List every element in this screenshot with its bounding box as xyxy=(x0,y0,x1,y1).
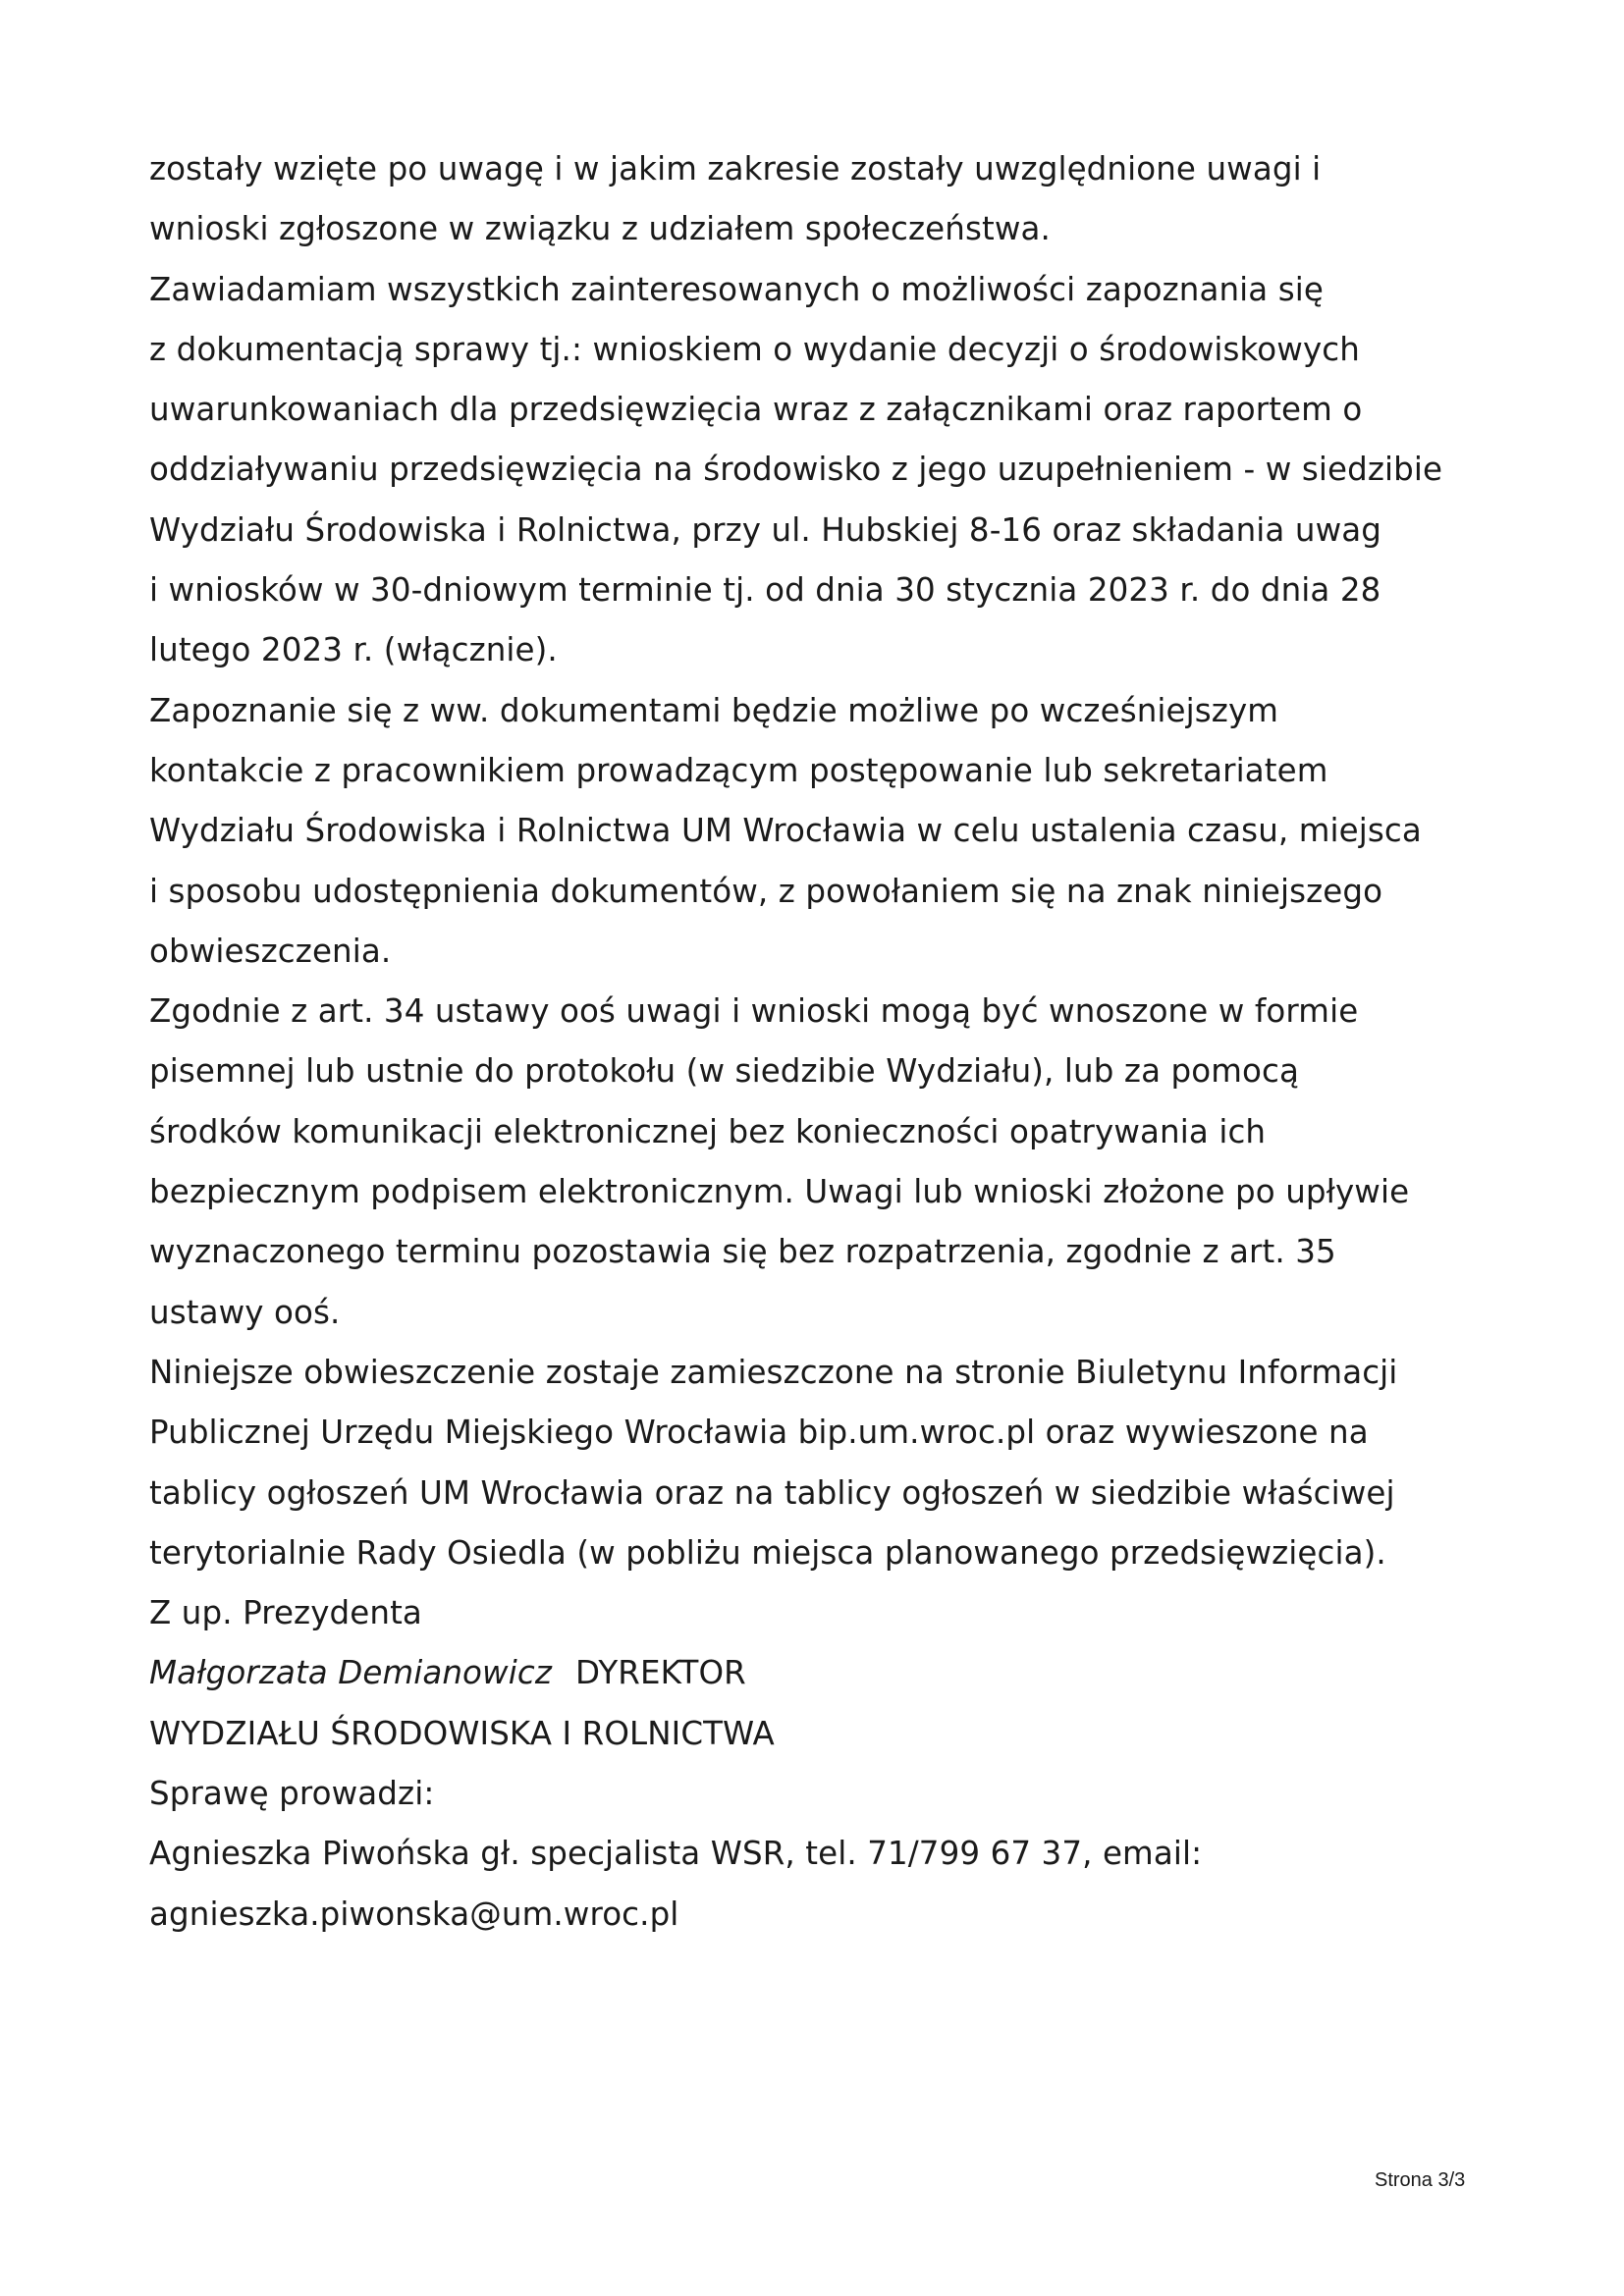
text-line: tablicy ogłoszeń UM Wrocławia oraz na tablicy ogłoszeń w siedzibie właściwej xyxy=(149,1473,1395,1512)
text-line: pisemnej lub ustnie do protokołu (w siedzibie Wydziału), lub za pomocą xyxy=(149,1052,1299,1091)
signature-title: DYREKTOR xyxy=(574,1654,746,1692)
text-line: zostały wzięte po uwagę i w jakim zakresie zostały uwzględnione uwagi i xyxy=(149,150,1322,187)
text-line: Wydziału Środowiska i Rolnictwa, przy ul. Hubskiej 8-16 oraz składania uwag xyxy=(149,510,1382,549)
text-line: środków komunikacji elektronicznej bez konieczności opatrywania ich xyxy=(149,1112,1267,1150)
text-line: Zgodnie z art. 34 ustawy ooś uwagi i wnioski mogą być wnoszone w formie xyxy=(149,992,1359,1031)
text-line: wyznaczonego terminu pozostawia się bez rozpatrzenia, zgodnie z art. 35 xyxy=(149,1233,1336,1271)
text-line: lutego 2023 r. (włącznie). xyxy=(149,631,558,669)
signature-department: WYDZIAŁU ŚRODOWISKA I ROLNICTWA xyxy=(149,1714,775,1752)
text-line: oddziaływaniu przedsięwzięcia na środowisko z jego uzupełnieniem - w siedzibie xyxy=(149,451,1443,489)
page-number: Strona 3/3 xyxy=(1375,2169,1466,2191)
notice-body xyxy=(149,145,1504,1950)
signature-name-title xyxy=(149,1649,1504,1709)
text-line: i sposobu udostępnienia dokumentów, z powołaniem się na znak niniejszego xyxy=(149,872,1383,910)
text-line: i wniosków w 30-dniowym terminie tj. od dnia 30 stycznia 2023 r. do dnia 28 xyxy=(149,571,1381,610)
text-line: Wydziału Środowiska i Rolnictwa UM Wrocławia w celu ustalenia czasu, miejsca xyxy=(149,812,1422,850)
signature-name: Małgorzata Demianowicz xyxy=(149,1654,552,1692)
text-line: Niniejsze obwieszczenie zostaje zamieszczone na stronie Biuletynu Informacji xyxy=(149,1353,1398,1391)
text-line: terytorialnie Rady Osiedla (w pobliżu miejsca planowanego przedsięwzięcia). xyxy=(149,1533,1386,1572)
text-line: obwieszczenia. xyxy=(149,932,392,970)
contact-email: agnieszka.piwonska@um.wroc.pl xyxy=(149,1895,679,1933)
text-line: Publicznej Urzędu Miejskiego Wrocławia bip.um.wroc.pl oraz wywieszone na xyxy=(149,1414,1369,1452)
text-line: wnioski zgłoszone w związku z udziałem społeczeństwa. xyxy=(149,210,1051,248)
text-line: kontakcie z pracownikiem prowadzącym postępowanie lub sekretariatem xyxy=(149,751,1328,789)
text-line: Zawiadamiam wszystkich zainteresowanych o możliwości zapoznania się xyxy=(149,270,1324,308)
signature-authorization: Z up. Prezydenta xyxy=(149,1594,422,1632)
text-line: Zapoznanie się z ww. dokumentami będzie możliwe po wcześniejszym xyxy=(149,691,1279,729)
contact-line: Agnieszka Piwońska gł. specjalista WSR, tel. 71/799 67 37, email: xyxy=(149,1835,1203,1873)
text-line: z dokumentacją sprawy tj.: wnioskiem o wydanie decyzji o środowiskowych xyxy=(149,330,1360,368)
text-line: ustawy ooś. xyxy=(149,1293,341,1331)
handled-by-label: Sprawę prowadzi: xyxy=(149,1775,435,1813)
text-line: uwarunkowaniach dla przedsięwzięcia wraz z załącznikami oraz raportem o xyxy=(149,391,1363,429)
text-line: bezpiecznym podpisem elektronicznym. Uwagi lub wnioski złożone po upływie xyxy=(149,1173,1410,1211)
